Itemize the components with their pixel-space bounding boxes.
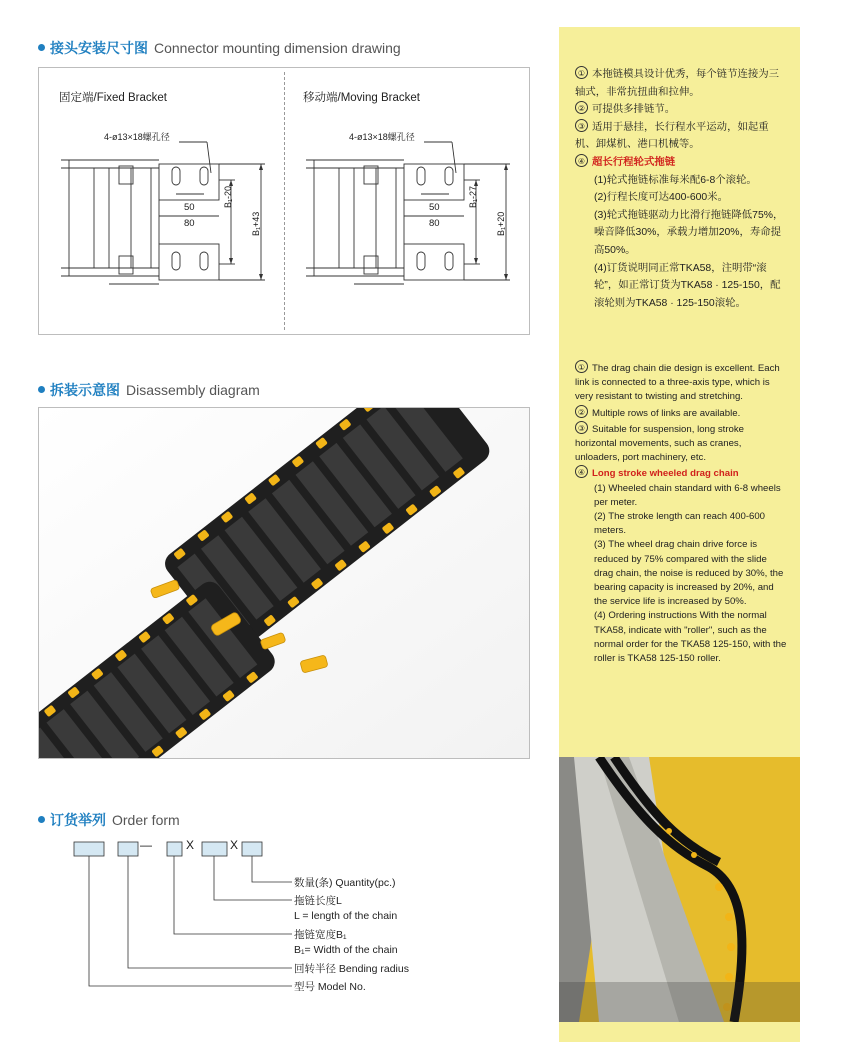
order-form-diagram bbox=[60, 836, 300, 996]
disassembly-title-cn: 拆装示意图 bbox=[50, 382, 120, 398]
order-section-title bbox=[38, 810, 180, 830]
order-label-length-en: L = length of the chain bbox=[294, 910, 398, 922]
bullet-icon bbox=[38, 816, 45, 823]
number-4-icon: ④ bbox=[575, 154, 588, 167]
feature-en-4-sub-4: (4) Ordering instructions With the normal TKA58, indicate with "roller", such as the normal order for the TKA58 125-150, with the roller is TKA58 125-150 roller. bbox=[594, 610, 787, 665]
moving-dim-b1-27: B₁-27 bbox=[468, 185, 478, 208]
moving-dim-80: 80 bbox=[429, 218, 440, 229]
features-cn bbox=[575, 66, 787, 312]
order-label-width-en: B₁= Width of the chain bbox=[294, 944, 398, 956]
order-label-model: 型号 Model No. bbox=[294, 981, 366, 993]
drag-chain-illustration bbox=[39, 408, 529, 758]
order-title-cn: 订货举列 bbox=[50, 812, 106, 828]
order-label-quantity: 数量(条) Quantity(pc.) bbox=[294, 877, 396, 889]
moving-bracket-label: 移动端/Moving Bracket bbox=[303, 92, 420, 104]
features-en bbox=[575, 360, 787, 666]
feature-cn-1-text: 本拖链模具设计优秀，每个链节连接为三轴式，非常抗扭曲和拉伸。 bbox=[575, 69, 780, 98]
bullet-icon bbox=[38, 44, 45, 51]
mounting-title-cn: 接头安装尺寸图 bbox=[50, 40, 148, 56]
mounting-title-en: Connector mounting dimension drawing bbox=[154, 40, 401, 56]
fixed-dim-50: 50 bbox=[184, 202, 195, 213]
fixed-bracket-label: 固定端/Fixed Bracket bbox=[59, 92, 167, 104]
moving-dim-50: 50 bbox=[429, 202, 440, 213]
number-1-icon: ① bbox=[575, 360, 588, 373]
feature-cn-4-sub-4: (4)订货说明同正常TKA58，注明带“滚轮”，如正常订货为TKA58 · 125-150，配滚轮则为TKA58 · 125-150滚轮。 bbox=[594, 262, 781, 309]
feature-en-4-title: Long stroke wheeled drag chain bbox=[592, 468, 739, 480]
feature-en-4-sub-2: (2) The stroke length can reach 400-600 meters. bbox=[594, 511, 766, 537]
number-4-icon: ④ bbox=[575, 465, 588, 478]
mounting-section-title bbox=[38, 38, 401, 58]
feature-cn-4-sub-2: (2)行程长度可达400-600米。 bbox=[594, 192, 728, 204]
order-label-width-cn: 拖链宽度B₁ bbox=[294, 929, 347, 941]
order-sep-x1: X bbox=[186, 838, 195, 852]
feature-cn-3-text: 适用于悬挂，长行程水平运动，如起重机、卸煤机、港口机械等。 bbox=[575, 121, 769, 151]
feature-en-2-text: Multiple rows of links are available. bbox=[592, 407, 741, 419]
number-3-icon: ③ bbox=[575, 119, 588, 132]
order-label-length-cn: 拖链长度L bbox=[294, 895, 342, 907]
feature-cn-1 bbox=[575, 66, 787, 101]
fixed-hole-label: 4-ø13×18螺孔径 bbox=[104, 132, 170, 142]
moving-bracket-drawing bbox=[284, 68, 529, 334]
number-2-icon: ② bbox=[575, 405, 588, 418]
feature-cn-2-text: 可提供多排链节。 bbox=[592, 104, 676, 116]
feature-en-4-sub-3: (3) The wheel drag chain drive force is reduced by 75% compared with the slide drag chain, the noise is reduced by 30%, the bearing capacity is increased by 20%, and the service life is increased by 50%. bbox=[594, 539, 784, 608]
disassembly-title-en: Disassembly diagram bbox=[126, 382, 260, 398]
feature-cn-3 bbox=[575, 119, 787, 154]
bullet-icon bbox=[38, 386, 45, 393]
moving-hole-label: 4-ø13×18螺孔径 bbox=[349, 132, 415, 142]
feature-cn-4 bbox=[575, 154, 787, 172]
order-label-radius: 回转半径 Bending radius bbox=[294, 963, 409, 975]
feature-cn-4-sub-1: (1)轮式拖链标准每米配6-8个滚轮。 bbox=[594, 174, 757, 186]
number-3-icon: ③ bbox=[575, 421, 588, 434]
mounting-drawing-panel bbox=[38, 67, 530, 335]
number-1-icon: ① bbox=[575, 66, 588, 79]
order-sep-dash: — bbox=[140, 838, 152, 852]
fixed-dim-80: 80 bbox=[184, 218, 195, 229]
fixed-dim-b1-43: B₁+43 bbox=[251, 211, 261, 236]
disassembly-section-title bbox=[38, 380, 260, 400]
feature-cn-4-sub-3: (3)轮式拖链驱动力比滑行拖链降低75%，噪音降低30%，承载力增加20%，寿命提高50%。 bbox=[594, 209, 784, 256]
installation-photo bbox=[559, 757, 800, 1022]
feature-cn-4-title: 超长行程轮式拖链 bbox=[592, 156, 676, 168]
feature-en-4 bbox=[575, 465, 787, 481]
feature-en-4-sub-1: (1) Wheeled chain standard with 6-8 wheels per meter. bbox=[594, 482, 781, 508]
feature-cn-2 bbox=[575, 101, 787, 119]
order-title-en: Order form bbox=[112, 812, 180, 828]
feature-en-3-text: Suitable for suspension, long stroke horizontal movements, such as cranes, unloaders, port machinery, etc. bbox=[575, 423, 744, 464]
fixed-dim-b1-20: B₁-20 bbox=[223, 185, 233, 208]
feature-en-3 bbox=[575, 421, 787, 466]
number-2-icon: ② bbox=[575, 101, 588, 114]
feature-en-1 bbox=[575, 360, 787, 405]
feature-en-1-text: The drag chain die design is excellent. Each link is connected to a three-axis type, which is very resistant to twisting and stretching. bbox=[575, 363, 780, 403]
fixed-bracket-drawing bbox=[39, 68, 284, 334]
moving-dim-b1-20: B₁+20 bbox=[496, 211, 506, 236]
feature-en-2 bbox=[575, 405, 787, 421]
disassembly-image-panel bbox=[38, 407, 530, 759]
order-sep-x2: X bbox=[230, 838, 239, 852]
